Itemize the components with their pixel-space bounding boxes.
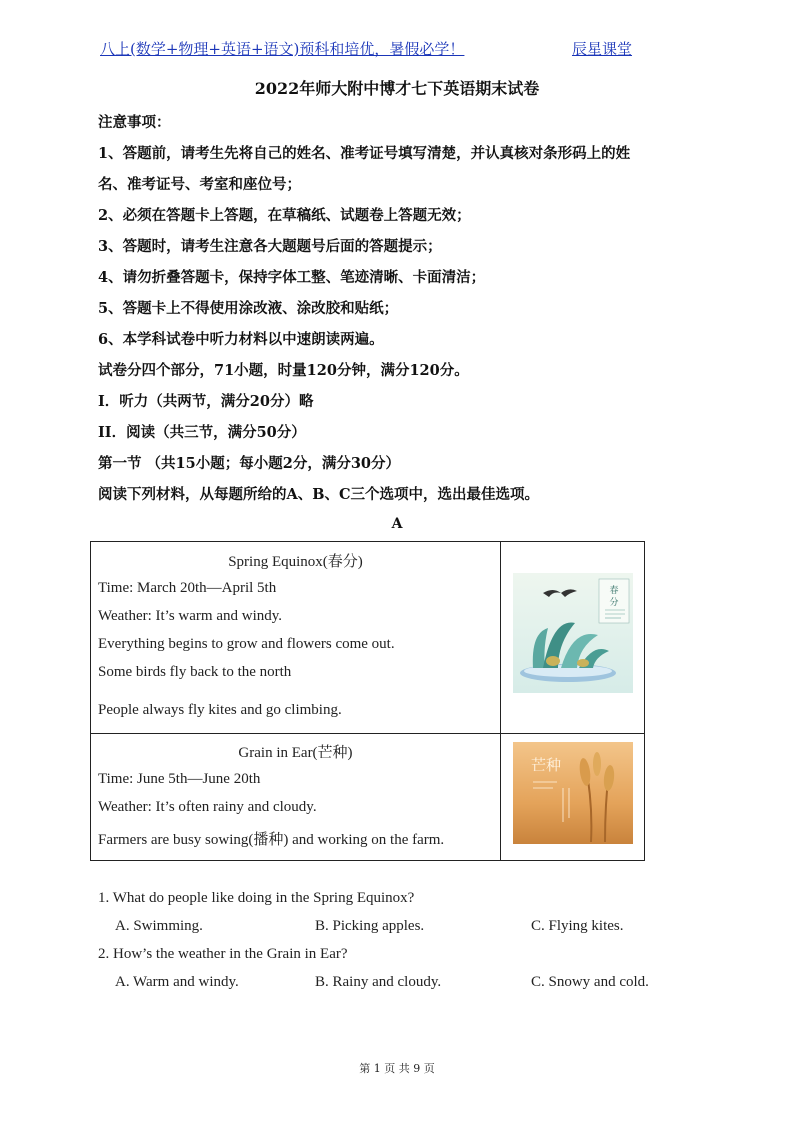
spring-weather: Weather: It’s warm and windy. [98, 608, 283, 624]
notice-item-2: 2、必须在答题卡上答题，在草稿纸、试题卷上答题无效； [98, 207, 471, 224]
question-1-option-b[interactable]: B. Picking apples. [315, 918, 425, 934]
grain-title: Grain in Ear(芒种) [238, 745, 353, 761]
question-1-text: 1. What do people like doing in the Spring Equinox? [98, 890, 415, 906]
banner-promo-text[interactable]: 八上(数学+物理+英语+语文)预科和培优，暑假必学！ [100, 40, 465, 58]
question-2-option-c[interactable]: C. Snowy and cold. [531, 974, 649, 990]
part-1-heading: I．听力（共两节，满分20分）略 [98, 393, 314, 410]
page-title: 2022年师大附中博才七下英语期末试卷 [254, 79, 540, 98]
part-2-heading: II．阅读（共三节，满分50分） [98, 424, 306, 441]
header-banner [100, 38, 700, 60]
spring-title: Spring Equinox(春分) [228, 554, 363, 570]
table-row-grain [91, 734, 644, 860]
page-number: 第 1 页 共 9 页 [359, 1062, 435, 1075]
spring-image-cell [501, 542, 644, 733]
grain-image-text: 芒种 [531, 756, 562, 774]
notice-item-1b: 名、准考证号、考室和座位号； [98, 176, 301, 193]
spring-image-character-1: 春 [609, 586, 619, 596]
spring-time: Time: March 20th—April 5th [98, 580, 277, 596]
spring-line-3: Everything begins to grow and flowers come out. [98, 636, 395, 652]
notice-item-6: 6、本学科试卷中听力材料以中速朗读两遍。 [98, 331, 384, 348]
notice-item-4: 4、请勿折叠答题卡，保持字体工整、笔迹清晰、卡面清洁； [98, 269, 486, 286]
solar-terms-table [90, 541, 645, 861]
grain-in-ear-illustration [513, 742, 633, 844]
grain-line-3: Farmers are busy sowing(播种) and working on the farm. [98, 832, 445, 848]
spring-equinox-illustration [513, 573, 633, 693]
grain-weather: Weather: It’s often rainy and cloudy. [98, 799, 317, 815]
question-2-text: 2. How’s the weather in the Grain in Ear? [98, 946, 348, 962]
passage-label: A [391, 516, 403, 532]
grain-time: Time: June 5th—June 20th [98, 771, 261, 787]
grain-image-cell [501, 734, 644, 860]
question-1-option-c[interactable]: C. Flying kites. [531, 918, 624, 934]
question-2-option-b[interactable]: B. Rainy and cloudy. [315, 974, 442, 990]
notice-item-1a: 1、答题前，请考生先将自己的姓名、准考证号填写清楚，并认真核对条形码上的姓 [98, 145, 631, 162]
banner-brand-text[interactable]: 辰星课堂 [572, 40, 633, 58]
spring-image-character-2: 分 [609, 598, 619, 608]
question-1-option-a[interactable]: A. Swimming. [115, 918, 203, 934]
table-row-spring [91, 542, 644, 734]
exam-summary: 试卷分四个部分，71小题，时量120分钟，满分120分。 [98, 362, 469, 379]
notice-item-3: 3、答题时，请考生注意各大题题号后面的答题提示； [98, 238, 442, 255]
section-1-heading: 第一节 （共15小题；每小题2分，满分30分） [98, 455, 400, 472]
notice-item-5: 5、答题卡上不得使用涂改液、涂改胶和贴纸； [98, 300, 399, 317]
reading-instruction: 阅读下列材料，从每题所给的A、B、C三个选项中，选出最佳选项。 [98, 486, 540, 503]
spring-text-cell [91, 542, 501, 733]
spring-line-4: Some birds fly back to the north [98, 664, 292, 680]
spring-line-5: People always fly kites and go climbing. [98, 702, 342, 718]
question-2-option-a[interactable]: A. Warm and windy. [115, 974, 239, 990]
grain-text-cell [91, 734, 501, 860]
notice-heading: 注意事项： [98, 114, 171, 131]
